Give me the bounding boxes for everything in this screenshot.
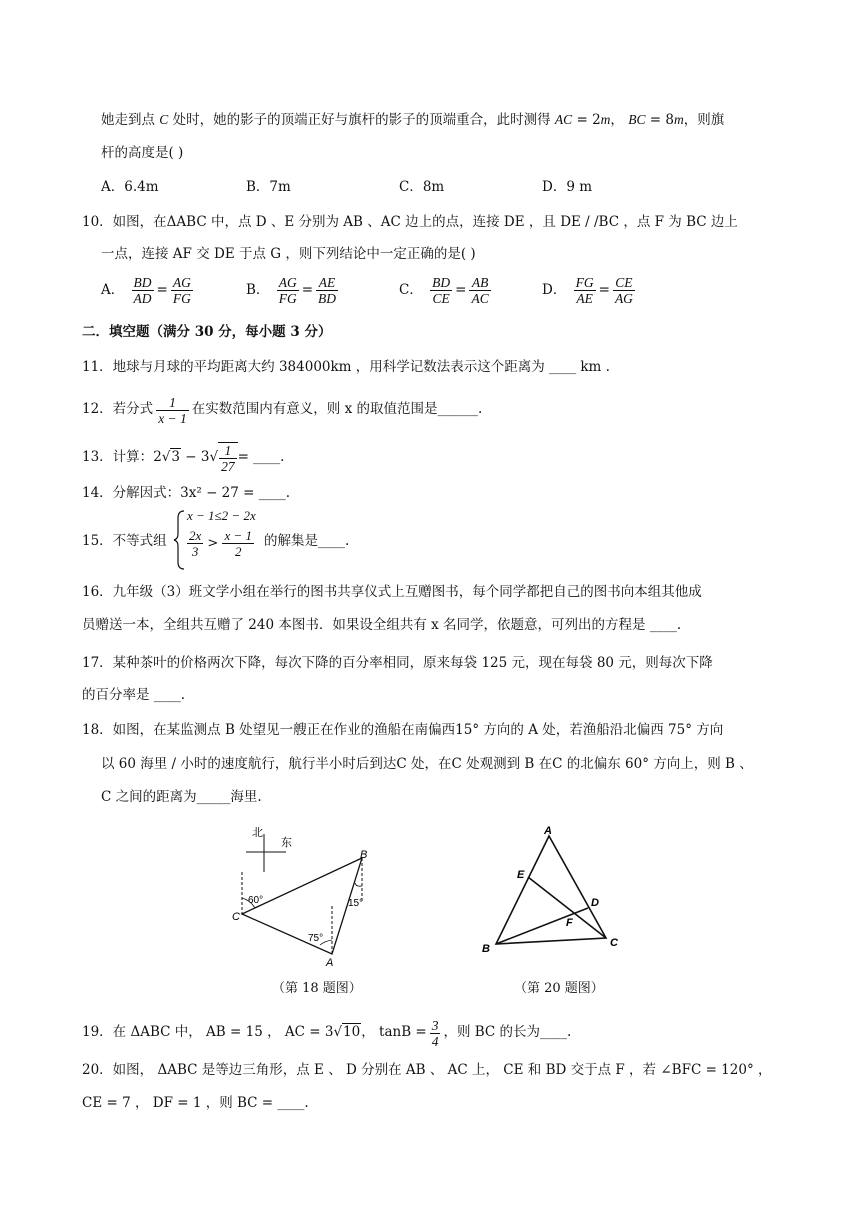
point-c-label: C: [610, 937, 618, 949]
point-f-label: F: [566, 917, 573, 929]
point-b-label: B: [360, 849, 368, 861]
q13: 13．计算：2√3 − 3√ $\frac{1}{27}$ = ____.: [82, 443, 285, 474]
q17-line1: 17．某种茶叶的价格两次下降，每次下降的百分率相同，原来每袋 125 元，现在每袋 80 元，则每次下降: [82, 655, 713, 671]
q10-line1: 10．如图，在ΔABC 中，点 D 、E 分别为 AB 、AC 边上的点，连接 DE ，且 DE / /BC ，点 F 为 BC 边上: [82, 214, 738, 230]
q9-option-b[interactable]: B．7m: [246, 179, 291, 195]
q16-line1: 16．九年级（3）班文学小组在举行的图书共享仪式上互赠图书，每个同学都把自己的图书向本组其他成: [82, 584, 702, 600]
q18-line1: 18．如图，在某监测点 B 处望见一艘正在作业的渔船在南偏西15° 方向的 A 处，若渔船沿北偏西 75° 方向: [82, 722, 724, 738]
section-heading: 二．填空题（满分 30 分，每小题 3 分）: [82, 324, 332, 340]
q9-option-a[interactable]: A．6.4m: [101, 179, 159, 195]
figure-18-caption: （第 18 题图）: [272, 981, 362, 996]
q10-option-b[interactable]: B． $\frac{AG}{FG}$ = $\frac{AE}{BD}$: [246, 275, 337, 306]
q10-option-d[interactable]: D． $\frac{FG}{AE}$ = $\frac{CE}{AG}$: [542, 275, 633, 306]
compass-north: 北: [252, 827, 263, 839]
angle-c-label: 60°: [248, 895, 264, 906]
q20-line2: CE = 7 ， DF = 1 ，则 BC = ____.: [82, 1095, 309, 1111]
q10-option-a[interactable]: A． $\frac{BD}{AD}$ = $\frac{AG}{FG}$: [101, 275, 191, 306]
figure-20: [474, 822, 624, 962]
q11: 11．地球与月球的平均距离大约 384000km ，用科学记数法表示这个距离为 ____ km .: [82, 359, 610, 375]
q12: 12．若分式 $\frac{1}{x - 1}$ 在实数范围内有意义，则 x 的取值范围是______.: [82, 395, 483, 426]
point-a-label: A: [326, 957, 334, 969]
point-d-label: D: [591, 897, 599, 909]
q19: 19．在 ΔABC 中， AB = 15 ， AC = 3√10， tanB = $\frac{3}{4}$ ，则 BC 的长为____.: [82, 1018, 572, 1049]
point-b-label: B: [482, 943, 490, 955]
figure-18: [222, 820, 382, 970]
q10-option-c[interactable]: C． $\frac{BD}{CE}$ = $\frac{AB}{AC}$: [399, 275, 489, 306]
point-c-label: C: [232, 911, 240, 923]
angle-b-label: 15°: [348, 898, 364, 909]
figure-20-caption: （第 20 题图）: [514, 981, 604, 996]
point-e-label: E: [517, 869, 525, 881]
q9-option-c[interactable]: C．8m: [399, 179, 445, 195]
q17-line2: 的百分率是 ____.: [82, 687, 186, 703]
q14: 14．分解因式：3x² − 27 = ____.: [82, 485, 291, 501]
q15: 15．不等式组: [82, 533, 167, 549]
q16-line2: 员赠送一本，全组共互赠了 240 本图书．如果设全组共有 x 名同学，依题意，可列出的方程是 ____.: [82, 617, 682, 633]
q9-line1: 她走到点 C 处时，她的影子的顶端正好与旗杆的影子的顶端重合，此时测得 AC = 2m， BC = 8m，则旗: [101, 112, 725, 128]
compass-east: 东: [281, 837, 292, 849]
point-a-label: A: [544, 825, 552, 837]
q15-post: 的解集是____.: [264, 533, 350, 549]
brace-icon: [173, 510, 187, 570]
q9-option-d[interactable]: D．9 m: [542, 179, 593, 195]
q18-line2: 以 60 海里 / 小时的速度航行，航行半小时后到达C 处，在C 处观测到 B 在C 的北偏东 60° 方向上，则 B 、: [101, 756, 753, 772]
q10-line2: 一点，连接 AF 交 DE 于点 G ，则下列结论中一定正确的是( ): [101, 246, 476, 262]
q9-line2: 杆的高度是( ): [101, 145, 184, 161]
angle-a-label: 75°: [308, 933, 324, 944]
exam-page: 她走到点 C 处时，她的影子的顶端正好与旗杆的影子的顶端重合，此时测得 AC = 2m， BC = 8m，则旗 杆的高度是( ) A．6.4m B．7m C．8m D．9 m 10．如图，在ΔABC 中，点 D 、E 分别为 AB 、AC 边上的点，连接 DE ，且 DE / /BC ，点 F 为 BC 边上 一点，连接 AF 交 DE 于点 G ，则下列结论中一定正确的是( ) A． $\frac{BD}{AD}$ = $\frac{AG}{FG}$ B． $\frac{AG}{FG}$ = $\frac{AE}{BD}$ C． $\frac{BD}{CE}$ = $\frac{AB}{AC}$ D． $\frac{FG}{AE}$ = $\frac{CE}{AG}$ 二．填空题（满分 30 分，每小题 3 分） 11．地球与月球的平均距离大约 384000km ，用科学记数法表示这个距离为 ____ km . 12．若分式 $\frac{1}{x - 1}$ 在实数范围内有意义，则 x 的取值范围是______. 13．计算：2√3 − 3√ $\frac{1}{27}$ = ____. 14．分解因式：3x² − 27 = ____. 15．不等式组 x − 1≤2 − 2x $\frac{2x}{3}$ > $\frac{x - 1}{2}$ 的解集是____. 16．九年级（3）班文学小组在举行的图书共享仪式上互赠图书，每个同学都把自己的图书向本组其他成 员赠送一本，全组共互赠了 240 本图书．如果设全组共有 x 名同学，依题意，可列出的方程是 ____. 17．某种茶叶的价格两次下降，每次下降的百分率相同，原来每袋 125 元，现在每袋 80 元，则每次下降 的百分率是 ____. 18．如图，在某监测点 B 处望见一艘正在作业的渔船在南偏西15° 方向的 A 处，若渔船沿北偏西 75° 方向 以 60 海里 / 小时的速度航行，航行半小时后到达C 处，在C 处观测到 B 在C 的北偏东 60° 方向上，则 B 、 C 之间的距离为_____海里. 北 东 60° 75° 15° B C A （第 18 题图） A E D F B C （第 20 题图） 19．在 ΔABC 中， AB = 15 ， AC = 3√10， tanB = $\frac{3}{4}$ ，则 BC 的长为____. 20．如图， ΔABC 是等边三角形，点 E 、 D 分别在 AB 、 AC 上， CE 和 BD 交于点 F ，若 ∠BFC = 120° ， CE = 7 ， DF = 1 ，则 BC = ____.: [82, 112, 772, 1111]
q18-line3: C 之间的距离为_____海里.: [101, 789, 262, 805]
q20-line1: 20．如图， ΔABC 是等边三角形，点 E 、 D 分别在 AB 、 AC 上， CE 和 BD 交于点 F ，若 ∠BFC = 120° ，: [82, 1062, 772, 1078]
